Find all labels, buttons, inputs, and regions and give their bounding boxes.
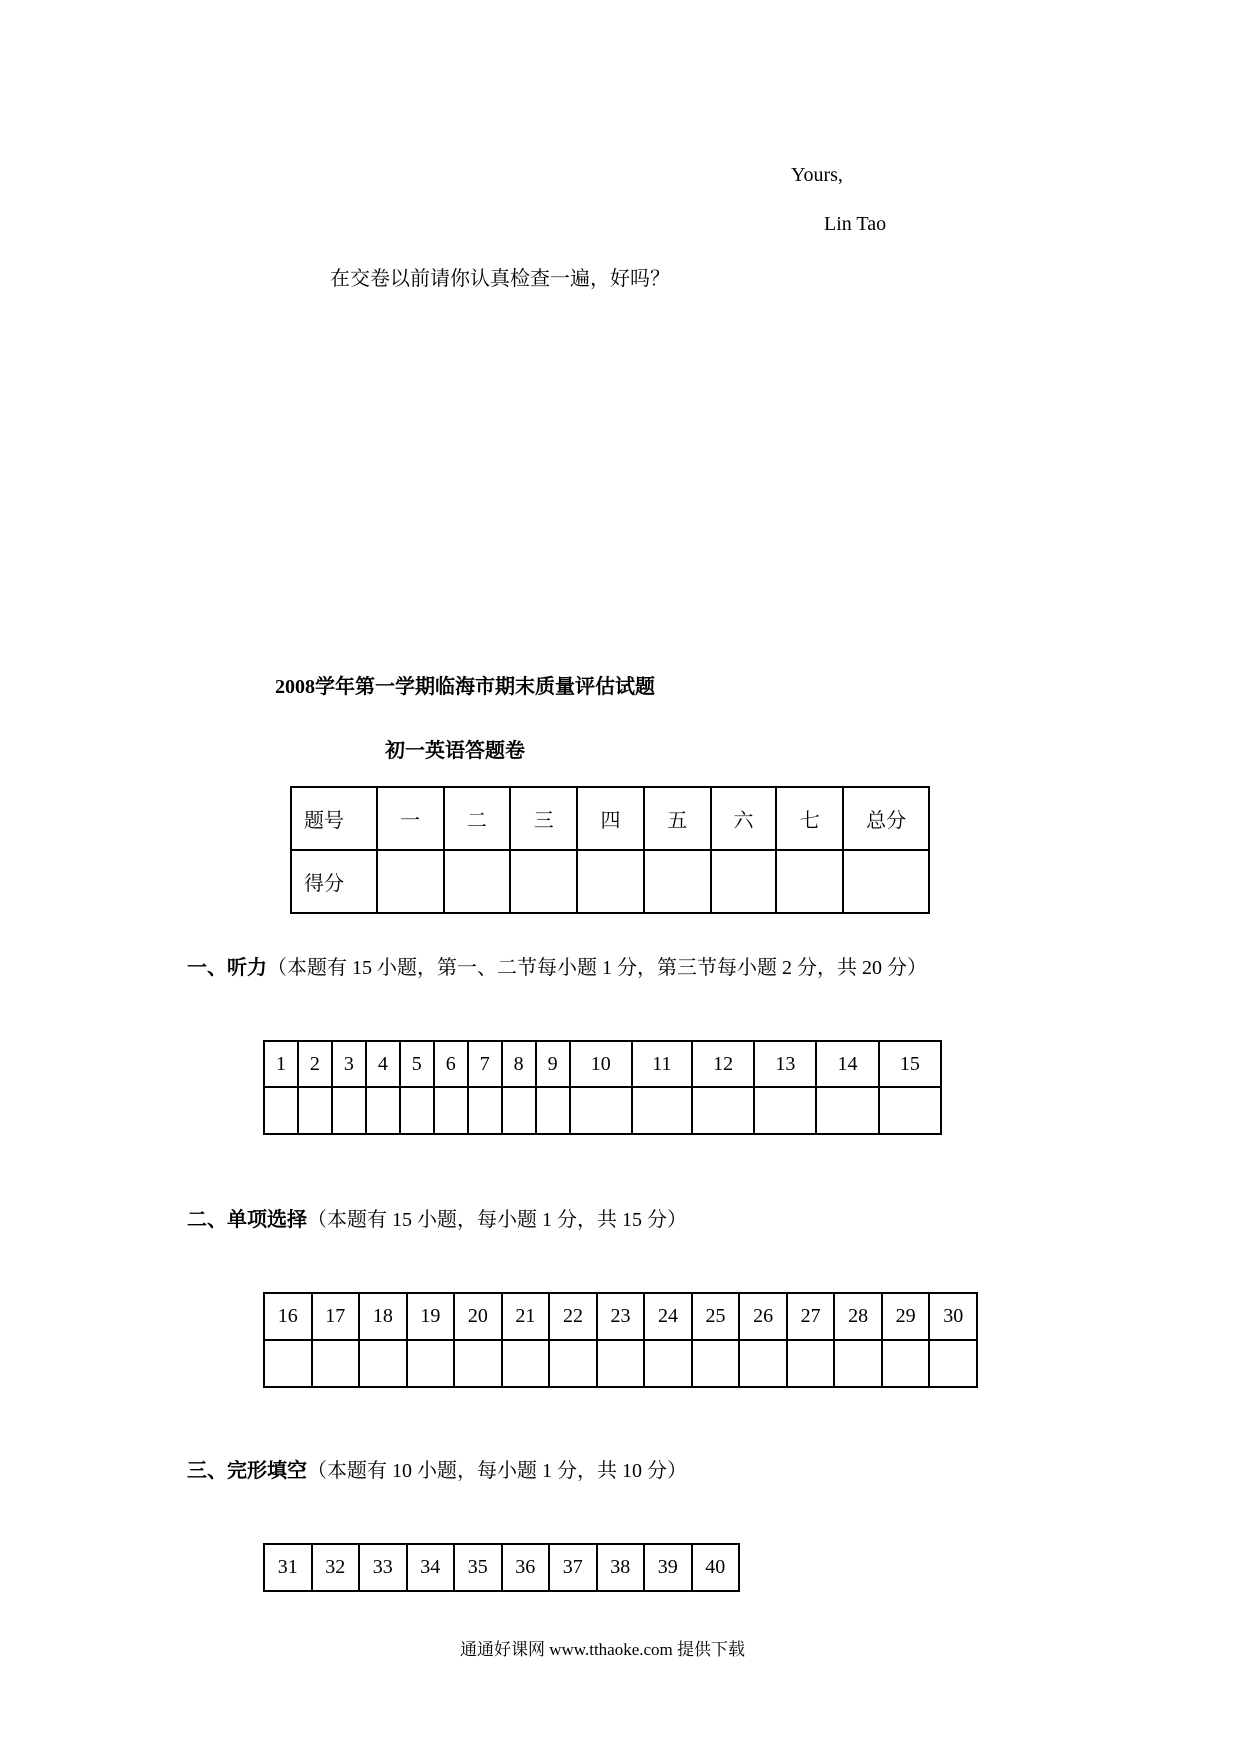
question-number-cell: 19 — [407, 1293, 455, 1340]
question-number-cell: 36 — [502, 1544, 550, 1591]
question-number-cell: 6 — [434, 1041, 468, 1087]
question-number-cell: 39 — [644, 1544, 692, 1591]
score-cell[interactable] — [444, 850, 511, 913]
letter-closing: Yours, — [791, 164, 843, 186]
question-number-cell: 9 — [536, 1041, 570, 1087]
answer-cell[interactable] — [879, 1087, 941, 1134]
question-number-cell: 31 — [264, 1544, 312, 1591]
section-1-answer-grid — [263, 1040, 942, 1135]
score-cell[interactable] — [711, 850, 777, 913]
answer-cell[interactable] — [359, 1340, 407, 1387]
answer-cell[interactable] — [400, 1087, 434, 1134]
question-number-cell: 10 — [570, 1041, 632, 1087]
question-number-cell: 8 — [502, 1041, 536, 1087]
question-number-cell: 40 — [692, 1544, 740, 1591]
answer-cell[interactable] — [692, 1340, 740, 1387]
answer-cell[interactable] — [754, 1087, 816, 1134]
score-cell[interactable] — [377, 850, 444, 913]
score-cell[interactable] — [843, 850, 929, 913]
section-3-heading: 三、完形填空 — [187, 1460, 307, 1482]
answer-cell[interactable] — [264, 1087, 298, 1134]
score-table-col: 四 — [577, 787, 644, 850]
answer-cell[interactable] — [929, 1340, 977, 1387]
answer-cell[interactable] — [597, 1340, 645, 1387]
question-number-cell: 32 — [312, 1544, 360, 1591]
answer-cell[interactable] — [502, 1087, 536, 1134]
section-2-heading: 二、单项选择 — [187, 1209, 307, 1231]
answer-cell[interactable] — [264, 1340, 312, 1387]
question-number-cell: 17 — [312, 1293, 360, 1340]
answer-cell[interactable] — [787, 1340, 835, 1387]
question-number-cell: 2 — [298, 1041, 332, 1087]
question-number-cell: 16 — [264, 1293, 312, 1340]
question-number-cell: 23 — [597, 1293, 645, 1340]
footer-text: 通通好课网 www.tthaoke.com 提供下载 — [460, 1640, 746, 1659]
score-table-col: 五 — [644, 787, 711, 850]
answer-cell[interactable] — [632, 1087, 692, 1134]
score-table-score-label: 得分 — [291, 850, 377, 913]
question-number-cell: 21 — [502, 1293, 550, 1340]
answer-cell[interactable] — [570, 1087, 632, 1134]
question-number-cell: 7 — [468, 1041, 502, 1087]
section-3-answer-grid — [263, 1543, 740, 1592]
section-1-heading: 一、听力 — [187, 957, 267, 979]
question-number-cell: 24 — [644, 1293, 692, 1340]
question-number-cell: 12 — [692, 1041, 754, 1087]
answer-cell[interactable] — [312, 1340, 360, 1387]
answer-cell[interactable] — [502, 1340, 550, 1387]
question-number-cell: 3 — [332, 1041, 366, 1087]
answer-cell[interactable] — [644, 1340, 692, 1387]
score-table-col: 七 — [776, 787, 843, 850]
score-table-col: 六 — [711, 787, 777, 850]
score-table-header-label: 题号 — [291, 787, 377, 850]
answer-cell[interactable] — [298, 1087, 332, 1134]
answer-cell[interactable] — [882, 1340, 930, 1387]
score-table-col: 总分 — [843, 787, 929, 850]
answer-cell[interactable] — [536, 1087, 570, 1134]
section-3-heading-line — [187, 1454, 687, 1483]
question-number-cell: 30 — [929, 1293, 977, 1340]
question-number-cell: 33 — [359, 1544, 407, 1591]
question-number-cell: 38 — [597, 1544, 645, 1591]
question-number-cell: 1 — [264, 1041, 298, 1087]
section-1-note: （本题有 15 小题，第一、二节每小题 1 分，第三节每小题 2 分，共 20 分） — [267, 957, 927, 979]
question-number-cell: 34 — [407, 1544, 455, 1591]
score-cell[interactable] — [644, 850, 711, 913]
reminder-text: 在交卷以前请你认真检查一遍，好吗？ — [330, 268, 670, 290]
answer-cell[interactable] — [366, 1087, 400, 1134]
answer-cell[interactable] — [434, 1087, 468, 1134]
answer-cell[interactable] — [332, 1087, 366, 1134]
section-2-answer-grid — [263, 1292, 978, 1388]
question-number-cell: 22 — [549, 1293, 597, 1340]
answer-cell[interactable] — [468, 1087, 502, 1134]
question-number-cell: 37 — [549, 1544, 597, 1591]
exam-title: 2008学年第一学期临海市期末质量评估试题 — [275, 676, 655, 698]
question-number-cell: 28 — [834, 1293, 882, 1340]
question-number-cell: 13 — [754, 1041, 816, 1087]
letter-signature: Lin Tao — [824, 213, 887, 235]
answer-cell[interactable] — [739, 1340, 787, 1387]
question-number-cell: 4 — [366, 1041, 400, 1087]
score-cell[interactable] — [577, 850, 644, 913]
question-number-cell: 26 — [739, 1293, 787, 1340]
answer-cell[interactable] — [407, 1340, 455, 1387]
question-number-cell: 35 — [454, 1544, 502, 1591]
question-number-cell: 14 — [816, 1041, 878, 1087]
score-cell[interactable] — [776, 850, 843, 913]
answer-cell[interactable] — [834, 1340, 882, 1387]
score-table-col: 三 — [510, 787, 577, 850]
section-2-note: （本题有 15 小题，每小题 1 分，共 15 分） — [307, 1209, 687, 1231]
score-table-col: 二 — [444, 787, 511, 850]
question-number-cell: 5 — [400, 1041, 434, 1087]
answer-cell[interactable] — [454, 1340, 502, 1387]
question-number-cell: 20 — [454, 1293, 502, 1340]
answer-cell[interactable] — [816, 1087, 878, 1134]
answer-cell[interactable] — [549, 1340, 597, 1387]
section-2-heading-line — [187, 1203, 687, 1232]
question-number-cell: 25 — [692, 1293, 740, 1340]
question-number-cell: 11 — [632, 1041, 692, 1087]
section-1-heading-line — [187, 951, 927, 980]
score-table — [290, 786, 930, 914]
question-number-cell: 15 — [879, 1041, 941, 1087]
section-3-note: （本题有 10 小题，每小题 1 分，共 10 分） — [307, 1460, 687, 1482]
score-cell[interactable] — [510, 850, 577, 913]
question-number-cell: 18 — [359, 1293, 407, 1340]
score-table-col: 一 — [377, 787, 444, 850]
question-number-cell: 29 — [882, 1293, 930, 1340]
question-number-cell: 27 — [787, 1293, 835, 1340]
answer-cell[interactable] — [692, 1087, 754, 1134]
exam-subtitle: 初一英语答题卷 — [385, 740, 525, 762]
